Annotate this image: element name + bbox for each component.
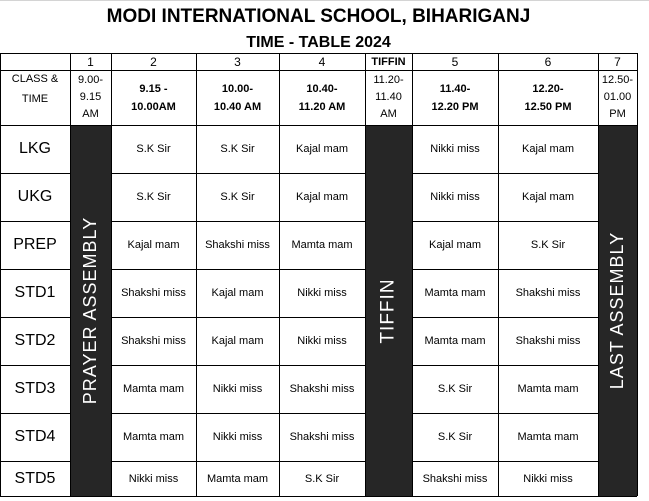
teacher-cell-text: Mamta mam xyxy=(424,287,486,299)
teacher-cell xyxy=(412,461,498,496)
grid-line xyxy=(196,53,197,496)
teacher-cell-text: S.K Sir xyxy=(304,472,340,485)
teacher-cell xyxy=(111,125,196,173)
teacher-cell xyxy=(111,365,196,413)
teacher-cell xyxy=(498,173,598,221)
teacher-cell-text: S.K Sir xyxy=(220,143,255,155)
teacher-cell-text: Kajal mam xyxy=(522,143,574,155)
class-name-text: STD1 xyxy=(14,284,56,301)
teacher-cell xyxy=(498,221,598,269)
grid-line xyxy=(637,53,638,496)
teacher-cell xyxy=(279,317,365,365)
teacher-cell xyxy=(196,317,279,365)
teacher-cell-text: Nikki miss xyxy=(212,431,263,443)
grid-line xyxy=(498,53,499,496)
teacher-cell xyxy=(111,173,196,221)
period-time-text: 12.20- 12.50 PM xyxy=(524,82,572,113)
teacher-cell-text: Shakshi miss xyxy=(121,335,186,347)
class-name-text: STD4 xyxy=(14,428,56,445)
class-name xyxy=(0,413,70,461)
teacher-cell xyxy=(498,269,598,317)
teacher-cell-text: Shakshi miss xyxy=(422,472,488,485)
teacher-cell xyxy=(196,173,279,221)
teacher-cell-text: Kajal mam xyxy=(429,239,481,251)
teacher-cell-text: Nikki miss xyxy=(523,472,573,485)
teacher-cell-text: Kajal mam xyxy=(211,335,264,347)
timetable-subtitle-text: TIME - TABLE 2024 xyxy=(246,33,391,51)
class-name-text: UKG xyxy=(17,188,53,205)
teacher-cell-text: S.K Sir xyxy=(437,383,473,395)
teacher-cell-text: Nikki miss xyxy=(212,383,263,395)
teacher-cell-text: Shakshi miss xyxy=(515,287,581,299)
grid-line xyxy=(598,53,599,496)
teacher-cell xyxy=(279,461,365,496)
tiffin-header-text: TIFFIN xyxy=(371,55,406,68)
grid-line xyxy=(0,70,637,71)
teacher-cell-text: Kajal mam xyxy=(296,143,348,155)
teacher-cell xyxy=(111,461,196,496)
grid-line xyxy=(111,221,365,222)
period-number-text: 4 xyxy=(318,54,326,69)
teacher-cell xyxy=(279,221,365,269)
grid-line xyxy=(412,365,598,366)
teacher-cell xyxy=(196,221,279,269)
period-number xyxy=(111,53,196,70)
corner-label-text: CLASS & TIME xyxy=(11,73,59,105)
grid-line xyxy=(279,53,280,496)
period-time-text: 9.15 - 10.00AM xyxy=(131,82,176,113)
teacher-cell-text: Shakshi miss xyxy=(289,383,355,395)
teacher-cell-text: S.K Sir xyxy=(530,239,566,251)
period-time xyxy=(498,70,598,125)
period-time xyxy=(111,70,196,125)
grid-line xyxy=(412,413,598,414)
period-number-text: 1 xyxy=(87,54,94,69)
teacher-cell-text: S.K Sir xyxy=(136,191,171,203)
teacher-cell xyxy=(279,173,365,221)
teacher-cell-text: Kajal mam xyxy=(296,191,348,203)
teacher-cell xyxy=(412,221,498,269)
teacher-cell xyxy=(196,365,279,413)
teacher-cell-text: S.K Sir xyxy=(437,431,473,443)
period-time-text: 11.20- 11.40 AM xyxy=(373,74,404,120)
grid-line xyxy=(0,173,70,174)
teacher-cell-text: S.K Sir xyxy=(220,191,255,203)
school-title xyxy=(0,2,637,32)
class-name xyxy=(0,269,70,317)
grid-line xyxy=(412,461,598,462)
teacher-cell-text: Mamta mam xyxy=(517,431,579,443)
period-time xyxy=(598,70,637,125)
last-assembly-band-text: LAST ASSEMBLY xyxy=(607,231,627,390)
teacher-cell-text: Kajal mam xyxy=(127,239,180,251)
grid-line xyxy=(70,53,71,496)
grid-line xyxy=(111,461,365,462)
period-number xyxy=(70,53,111,70)
tiffin-band-text: TIFFIN xyxy=(377,277,399,344)
grid-line xyxy=(412,269,598,270)
teacher-cell xyxy=(412,365,498,413)
teacher-cell xyxy=(412,413,498,461)
class-name xyxy=(0,365,70,413)
period-number-text: 3 xyxy=(234,54,241,69)
period-time-text: 10.40- 11.20 AM xyxy=(298,82,346,113)
teacher-cell xyxy=(498,125,598,173)
teacher-cell-text: Mamta mam xyxy=(122,383,185,395)
period-number-text: 7 xyxy=(614,54,621,69)
grid-line xyxy=(0,496,637,497)
grid-line xyxy=(0,461,70,462)
class-name-text: STD5 xyxy=(14,469,56,487)
class-name xyxy=(0,317,70,365)
teacher-cell-text: Shakshi miss xyxy=(121,287,186,299)
grid-line xyxy=(111,413,365,414)
class-name xyxy=(0,173,70,221)
grid-line xyxy=(111,269,365,270)
teacher-cell-text: Mamta mam xyxy=(291,239,353,251)
teacher-cell-text: Mamta mam xyxy=(424,335,486,347)
period-time xyxy=(196,70,279,125)
teacher-cell xyxy=(196,269,279,317)
teacher-cell xyxy=(412,269,498,317)
last-assembly-band xyxy=(598,125,637,496)
teacher-cell xyxy=(196,461,279,496)
grid-line xyxy=(111,53,112,496)
grid-line xyxy=(412,173,598,174)
teacher-cell-text: Nikki miss xyxy=(430,143,480,155)
teacher-cell-text: Nikki miss xyxy=(297,287,347,299)
grid-line xyxy=(412,221,598,222)
teacher-cell xyxy=(196,413,279,461)
teacher-cell xyxy=(111,413,196,461)
period-number xyxy=(412,53,498,70)
grid-line xyxy=(0,413,70,414)
class-name-text: LKG xyxy=(18,140,51,157)
teacher-cell xyxy=(498,365,598,413)
period-time xyxy=(279,70,365,125)
teacher-cell xyxy=(498,317,598,365)
tiffin-header xyxy=(365,53,412,70)
teacher-cell-text: Shakshi miss xyxy=(515,335,581,347)
teacher-cell-text: Shakshi miss xyxy=(289,431,355,443)
teacher-cell-text: Nikki miss xyxy=(297,335,347,347)
teacher-cell xyxy=(279,269,365,317)
teacher-cell xyxy=(111,317,196,365)
period-number-text: 6 xyxy=(544,54,552,69)
grid-line xyxy=(0,125,637,126)
period-time xyxy=(412,70,498,125)
prayer-assembly-band xyxy=(70,125,111,496)
teacher-cell xyxy=(412,125,498,173)
teacher-cell xyxy=(111,269,196,317)
teacher-cell-text: Nikki miss xyxy=(128,472,179,485)
class-name xyxy=(0,221,70,269)
period-time-text: 10.00- 10.40 AM xyxy=(213,82,262,113)
timetable-subtitle xyxy=(0,32,637,53)
teacher-cell-text: Kajal mam xyxy=(211,287,264,299)
period-number-text: 2 xyxy=(150,54,157,69)
period-number xyxy=(196,53,279,70)
corner-label xyxy=(0,53,70,125)
class-name xyxy=(0,461,70,496)
period-time xyxy=(70,70,111,125)
teacher-cell-text: Kajal mam xyxy=(522,191,574,203)
class-name-text: STD3 xyxy=(14,380,56,397)
grid-line xyxy=(412,53,413,496)
class-name-text: PREP xyxy=(13,236,57,253)
class-name xyxy=(0,125,70,173)
tiffin-band xyxy=(365,125,412,496)
sheet-gridline xyxy=(0,0,649,1)
grid-line xyxy=(0,269,70,270)
grid-line xyxy=(0,317,70,318)
grid-line xyxy=(0,53,1,496)
class-name-text: STD2 xyxy=(14,332,56,349)
teacher-cell-text: Mamta mam xyxy=(206,472,269,485)
period-time-text: 11.40- 12.20 PM xyxy=(431,82,479,113)
grid-line xyxy=(0,53,637,54)
period-time xyxy=(365,70,412,125)
prayer-assembly-band-text: PRAYER ASSEMBLY xyxy=(80,216,100,405)
period-time-text: 9.00- 9.15 AM xyxy=(77,74,104,120)
teacher-cell-text: Shakshi miss xyxy=(205,239,270,251)
period-number-text: 5 xyxy=(451,54,459,69)
teacher-cell-text: S.K Sir xyxy=(136,143,171,155)
grid-line xyxy=(0,221,70,222)
grid-line xyxy=(111,173,365,174)
grid-line xyxy=(0,365,70,366)
period-number xyxy=(279,53,365,70)
grid-line xyxy=(412,317,598,318)
teacher-cell xyxy=(111,221,196,269)
period-number xyxy=(498,53,598,70)
grid-line xyxy=(365,53,366,496)
teacher-cell-text: Nikki miss xyxy=(430,191,480,203)
period-time-text: 12.50- 01.00 PM xyxy=(601,74,634,120)
teacher-cell-text: Mamta mam xyxy=(517,383,579,395)
teacher-cell xyxy=(279,125,365,173)
teacher-cell xyxy=(412,317,498,365)
teacher-cell-text: Mamta mam xyxy=(122,431,185,443)
grid-line xyxy=(111,317,365,318)
period-number xyxy=(598,53,637,70)
teacher-cell xyxy=(279,365,365,413)
teacher-cell xyxy=(498,461,598,496)
school-title-text: MODI INTERNATIONAL SCHOOL, BIHARIGANJ xyxy=(106,6,531,27)
teacher-cell xyxy=(196,125,279,173)
teacher-cell xyxy=(498,413,598,461)
grid-line xyxy=(111,365,365,366)
teacher-cell xyxy=(412,173,498,221)
teacher-cell xyxy=(279,413,365,461)
